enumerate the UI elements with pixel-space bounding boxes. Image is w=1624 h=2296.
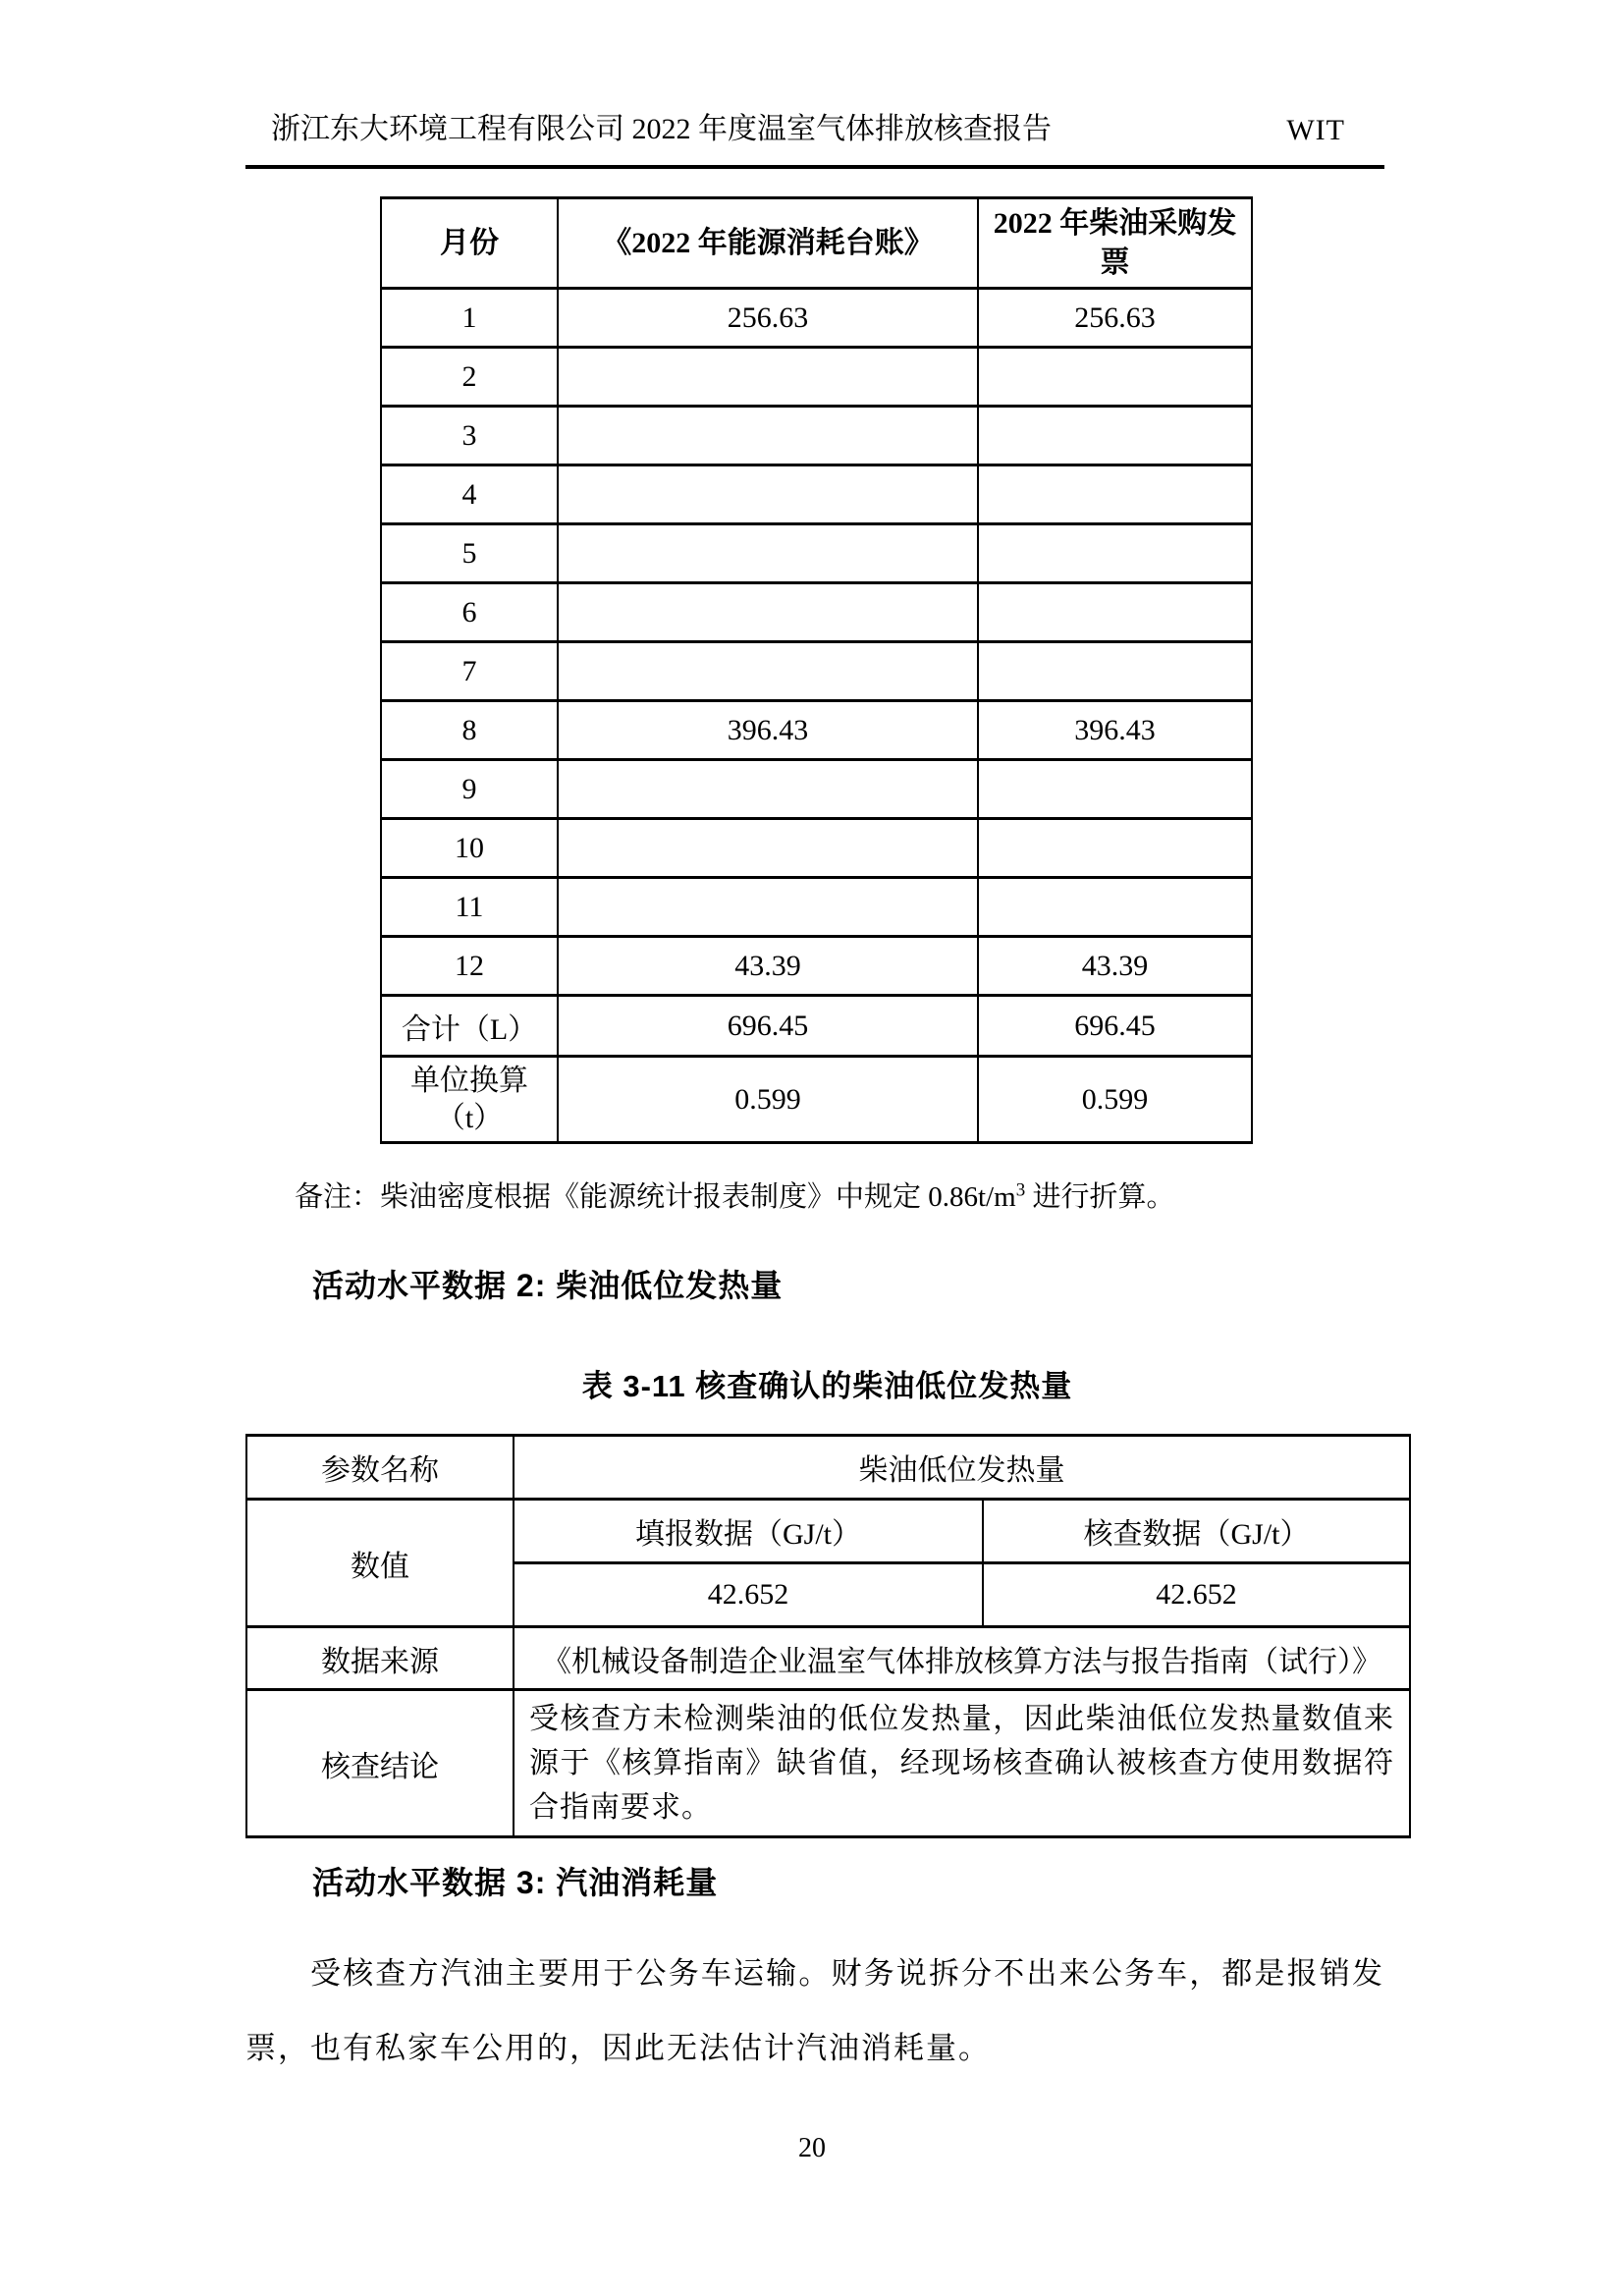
table-row: [381, 407, 1252, 465]
table-3-11-title: 表 3-11 核查确认的柴油低位发热量: [581, 1369, 1073, 1403]
month-cell: 4: [381, 465, 558, 524]
invoice-value-cell: [978, 524, 1252, 583]
table-header-row: [381, 198, 1252, 289]
reported-header-cell: 填报数据（GJ/t）: [514, 1500, 983, 1563]
conclusion-value-cell: 受核查方未检测柴油的低位发热量，因此柴油低位发热量数值来源于《核算指南》缺省值，经现场核查确认被核查方使用数据符合指南要求。: [514, 1690, 1410, 1837]
table-row: [381, 348, 1252, 407]
section-heading-activity-data-3: 活动水平数据 3: 汽油消耗量: [312, 1865, 719, 1900]
invoice-value-cell: 396.43: [978, 701, 1252, 760]
body-paragraph: 受核查方汽油主要用于公务车运输。财务说拆分不出来公务车，都是报销发票，也有私家车公用的，因此无法估计汽油消耗量。: [245, 1956, 1384, 2065]
total-label-cell: 合计（L）: [381, 996, 558, 1057]
ledger-value-cell: 43.39: [558, 937, 978, 996]
unit-label-cell: 单位换算（t）: [381, 1057, 558, 1143]
verified-value-cell: 42.652: [983, 1563, 1410, 1627]
parameter-value-cell: 柴油低位发热量: [514, 1436, 1410, 1500]
table-row: [381, 819, 1252, 878]
month-cell: 8: [381, 701, 558, 760]
ledger-value-cell: [558, 760, 978, 819]
reported-value-cell: 42.652: [514, 1563, 983, 1627]
ledger-value-cell: 256.63: [558, 289, 978, 348]
month-cell: 6: [381, 583, 558, 642]
ledger-value-cell: [558, 642, 978, 701]
invoice-value-cell: [978, 465, 1252, 524]
diesel-monthly-table: [380, 196, 1253, 1144]
month-cell: 9: [381, 760, 558, 819]
note-suffix: 进行折算。: [1025, 1181, 1175, 1213]
ledger-value-cell: [558, 465, 978, 524]
invoice-value-cell: [978, 348, 1252, 407]
table-row: [381, 583, 1252, 642]
table-row: [381, 878, 1252, 937]
ledger-value-cell: [558, 348, 978, 407]
unit-conversion-row: [381, 1057, 1252, 1143]
source-label-cell: 数据来源: [246, 1627, 514, 1690]
table-row: [381, 289, 1252, 348]
column-header-ledger: 《2022 年能源消耗台账》: [558, 198, 978, 289]
total-row: [381, 996, 1252, 1057]
verified-header-cell: 核查数据（GJ/t）: [983, 1500, 1410, 1563]
month-cell: 11: [381, 878, 558, 937]
table-row: [381, 642, 1252, 701]
month-cell: 7: [381, 642, 558, 701]
ledger-value-cell: [558, 583, 978, 642]
table-row: [381, 524, 1252, 583]
note-superscript: 3: [1015, 1179, 1026, 1201]
month-cell: 3: [381, 407, 558, 465]
heating-value-table: [245, 1434, 1411, 1838]
column-header-month: 月份: [381, 198, 558, 289]
invoice-value-cell: [978, 819, 1252, 878]
ledger-tonnes-cell: 0.599: [558, 1057, 978, 1143]
header-mark: WIT: [1286, 114, 1345, 146]
note-prefix: 备注：柴油密度根据《能源统计报表制度》中规定 0.86t/m: [295, 1181, 1016, 1213]
invoice-value-cell: [978, 878, 1252, 937]
source-value-cell: 《机械设备制造企业温室气体排放核算方法与报告指南（试行）》: [514, 1627, 1410, 1690]
month-cell: 5: [381, 524, 558, 583]
parameter-row: [246, 1436, 1410, 1500]
ledger-value-cell: [558, 878, 978, 937]
invoice-value-cell: [978, 760, 1252, 819]
data-source-row: [246, 1627, 1410, 1690]
invoice-value-cell: [978, 642, 1252, 701]
ledger-value-cell: [558, 407, 978, 465]
invoice-total-cell: 696.45: [978, 996, 1252, 1057]
page-header: [245, 104, 1384, 169]
page-number: 20: [798, 2133, 826, 2163]
ledger-value-cell: [558, 524, 978, 583]
ledger-total-cell: 696.45: [558, 996, 978, 1057]
conclusion-label-cell: 核查结论: [246, 1690, 514, 1837]
parameter-label-cell: 参数名称: [246, 1436, 514, 1500]
invoice-value-cell: [978, 407, 1252, 465]
invoice-value-cell: 43.39: [978, 937, 1252, 996]
month-cell: 10: [381, 819, 558, 878]
section-heading-activity-data-2: 活动水平数据 2: 柴油低位发热量: [312, 1268, 784, 1303]
month-cell: 2: [381, 348, 558, 407]
table-row: [381, 465, 1252, 524]
conclusion-row: [246, 1690, 1410, 1837]
column-header-invoice: 2022 年柴油采购发票: [978, 198, 1252, 289]
ledger-value-cell: 396.43: [558, 701, 978, 760]
month-cell: 1: [381, 289, 558, 348]
month-cell: 12: [381, 937, 558, 996]
value-label-cell: 数值: [246, 1500, 514, 1627]
table-row: [381, 760, 1252, 819]
table-row: [381, 701, 1252, 760]
report-title: 浙江东大环境工程有限公司 2022 年度温室气体排放核查报告: [271, 113, 1052, 145]
invoice-value-cell: 256.63: [978, 289, 1252, 348]
ledger-value-cell: [558, 819, 978, 878]
table-row: [381, 937, 1252, 996]
invoice-tonnes-cell: 0.599: [978, 1057, 1252, 1143]
value-header-row: [246, 1500, 1410, 1563]
invoice-value-cell: [978, 583, 1252, 642]
table-note: [295, 1175, 1174, 1215]
